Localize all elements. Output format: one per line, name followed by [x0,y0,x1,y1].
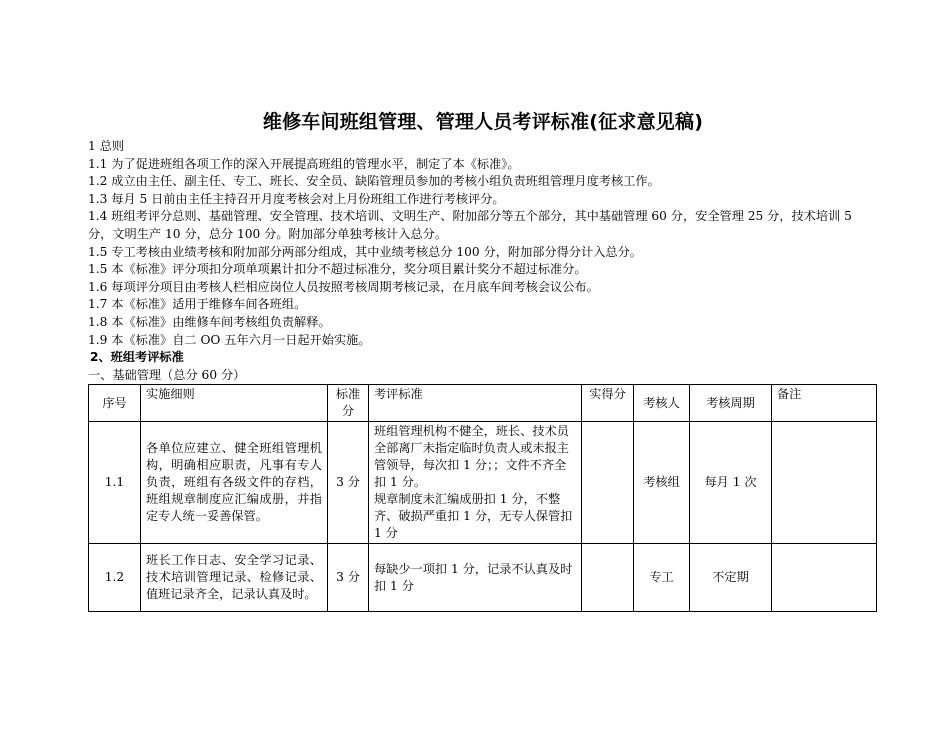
cell-actual [582,422,634,544]
paragraph-1-6: 1.6 每项评分项目由考核人栏相应岗位人员按照考核周期考核记录，在月底车间考核会议公布。 [88,279,599,294]
document-page [88,108,878,612]
paragraph-1-2: 1.2 成立由主任、副主任、专工、班长、安全员、缺陷管理员参加的考核小组负责班组管理月度考核工作。 [88,174,660,189]
paragraph-1-4: 1.4 班组考评分总则、基础管理、安全管理、技术培训、文明生产、附加部分等五个部分，其中基础管理 60 分，安全管理 25 分，技术培训 5 分，文明生产 10 分，总分 100 分。附加部分单独考核计入总分。 [88,209,852,241]
header-standard: 标准分 [328,385,369,422]
header-assessor: 考核人 [634,385,690,422]
cell-standard: 3 分 [328,422,369,544]
paragraph-1-1: 1.1 为了促进班组各项工作的深入开展提高班组的管理水平，制定了本《标准》。 [88,156,520,171]
scoring-table [88,384,877,612]
header-actual: 实得分 [582,385,634,422]
paragraph-general: 1 总则 [88,139,125,153]
document-title: 维修车间班组管理、管理人员考评标准(征求意见稿) [262,111,704,133]
header-note: 备注 [772,385,877,422]
table-row [89,422,877,544]
cell-seq: 1.2 [89,544,141,612]
cell-detail: 班长工作日志、安全学习记录、技术培训管理记录、检修记录、值班记录齐全，记录认真及时。 [141,544,328,612]
cell-detail: 各单位应建立、健全班组管理机构，明确相应职责，凡事有专人负责，班组有各级文件的存档，班组规章制度应汇编成册，并指定专人统一妥善保管。 [141,422,328,544]
header-cycle: 考核周期 [690,385,772,422]
criteria-text: 规章制度未汇编成册扣 1 分，不整齐、破损严重扣 1 分，无专人保管扣 1 分 [374,492,573,541]
cell-cycle: 每月 1 次 [690,422,772,544]
criteria-text: 每缺少一项扣 1 分，记录不认真及时扣 1 分 [374,561,573,593]
header-seq: 序号 [89,385,141,422]
paragraph-1-9: 1.9 本《标准》自二 OO 五年六月一日起开始实施。 [88,332,371,347]
cell-standard: 3 分 [328,544,369,612]
cell-cycle: 不定期 [690,544,772,612]
cell-seq: 1.1 [89,422,141,544]
cell-criteria [369,544,582,612]
cell-note [772,422,877,544]
header-criteria: 考评标准 [369,385,582,422]
paragraph-1-7: 1.7 本《标准》适用于维修车间各班组。 [88,297,307,312]
subsection-heading: 一、基础管理（总分 60 分） [88,367,246,382]
cell-assessor: 专工 [634,544,690,612]
paragraph-1-5a: 1.5 专工考核由业绩考核和附加部分两部分组成，其中业绩考核总分 100 分，附加部分得分计入总分。 [88,244,642,259]
paragraph-1-8: 1.8 本《标准》由维修车间考核组负责解释。 [88,314,331,329]
header-detail: 实施细则 [141,385,328,422]
section-2-heading: 2、班组考评标准 [90,350,184,365]
cell-actual [582,544,634,612]
table-header-row [89,385,877,422]
cell-assessor: 考核组 [634,422,690,544]
criteria-text: 班组管理机构不健全，班长、技术员全部离厂未指定临时负责人或未报主管领导，每次扣 1 分；；文件不齐全扣 1 分。 [374,424,569,490]
paragraph-1-3: 1.3 每月 5 日前由主任主持召开月度考核会对上月份班组工作进行考核评分。 [88,191,505,206]
table-row [89,544,877,612]
cell-criteria [369,422,582,544]
cell-note [772,544,877,612]
paragraph-1-5b: 1.5 本《标准》评分项扣分项单项累计扣分不超过标准分，奖分项目累计奖分不超过标准分。 [88,262,587,277]
